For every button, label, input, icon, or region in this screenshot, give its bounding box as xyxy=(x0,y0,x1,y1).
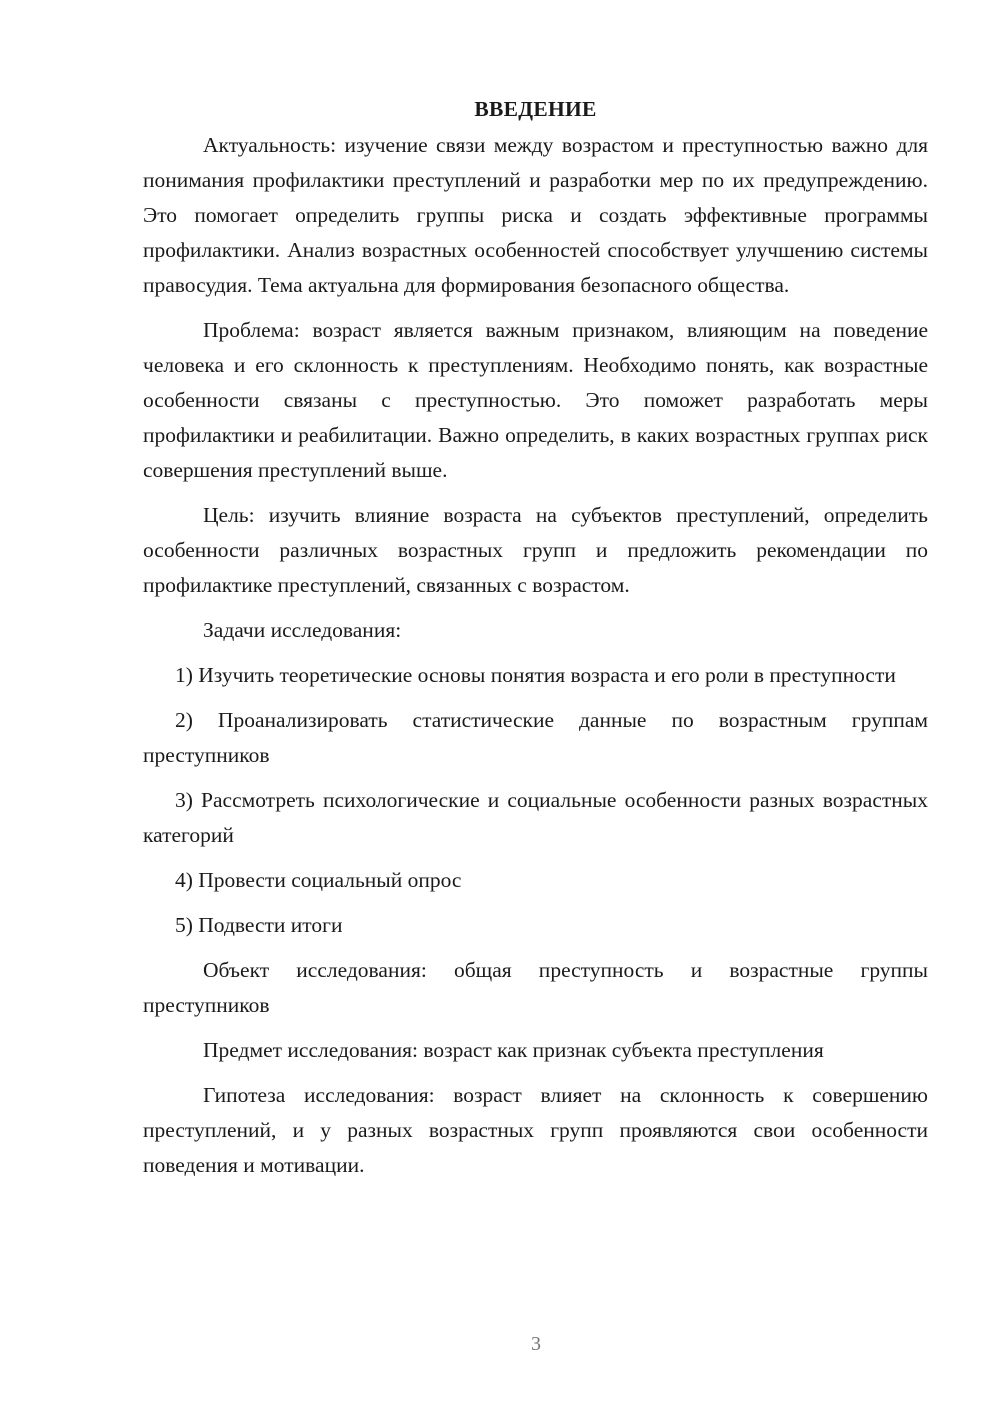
task-item: 5) Подвести итоги xyxy=(175,913,343,937)
object-paragraph: Объект исследования: общая преступность и возрастные группы преступников xyxy=(143,958,928,1017)
section-heading: ВВЕДЕНИЕ xyxy=(474,97,597,121)
document-page xyxy=(143,92,928,1193)
tasks-title: Задачи исследования: xyxy=(203,618,402,642)
task-item: 4) Провести социальный опрос xyxy=(175,868,462,892)
goal-paragraph: Цель: изучить влияние возраста на субъектов преступлений, определить особенности различных возрастных групп и предложить рекомендации по профилактике преступлений, связанных с возрастом. xyxy=(143,503,928,597)
subject-paragraph: Предмет исследования: возраст как признак субъекта преступления xyxy=(203,1038,824,1062)
hypothesis-paragraph: Гипотеза исследования: возраст влияет на склонность к совершению преступлений, и у разных возрастных групп проявляются свои особенности поведения и мотивации. xyxy=(143,1083,928,1177)
task-item: 1) Изучить теоретические основы понятия возраста и его роли в преступности xyxy=(175,663,896,687)
task-item: 3) Рассмотреть психологические и социальные особенности разных возрастных категорий xyxy=(143,788,928,847)
relevance-paragraph: Актуальность: изучение связи между возрастом и преступностью важно для понимания профилактики преступлений и разработки мер по их предупреждению. Это помогает определить группы риска и создать эффективные программы профилактики. Анализ возрастных особенностей способствует улучшению системы правосудия. Тема актуальна для формирования безопасного общества. xyxy=(143,133,928,297)
problem-paragraph: Проблема: возраст является важным признаком, влияющим на поведение человека и его склонность к преступлениям. Необходимо понять, как возрастные особенности связаны с преступностью. Это поможет разработать меры профилактики и реабилитации. Важно определить, в каких возрастных группах риск совершения преступлений выше. xyxy=(143,318,928,482)
task-item: 2) Проанализировать статистические данные по возрастным группам преступников xyxy=(143,708,928,767)
page-number: 3 xyxy=(531,1333,541,1355)
